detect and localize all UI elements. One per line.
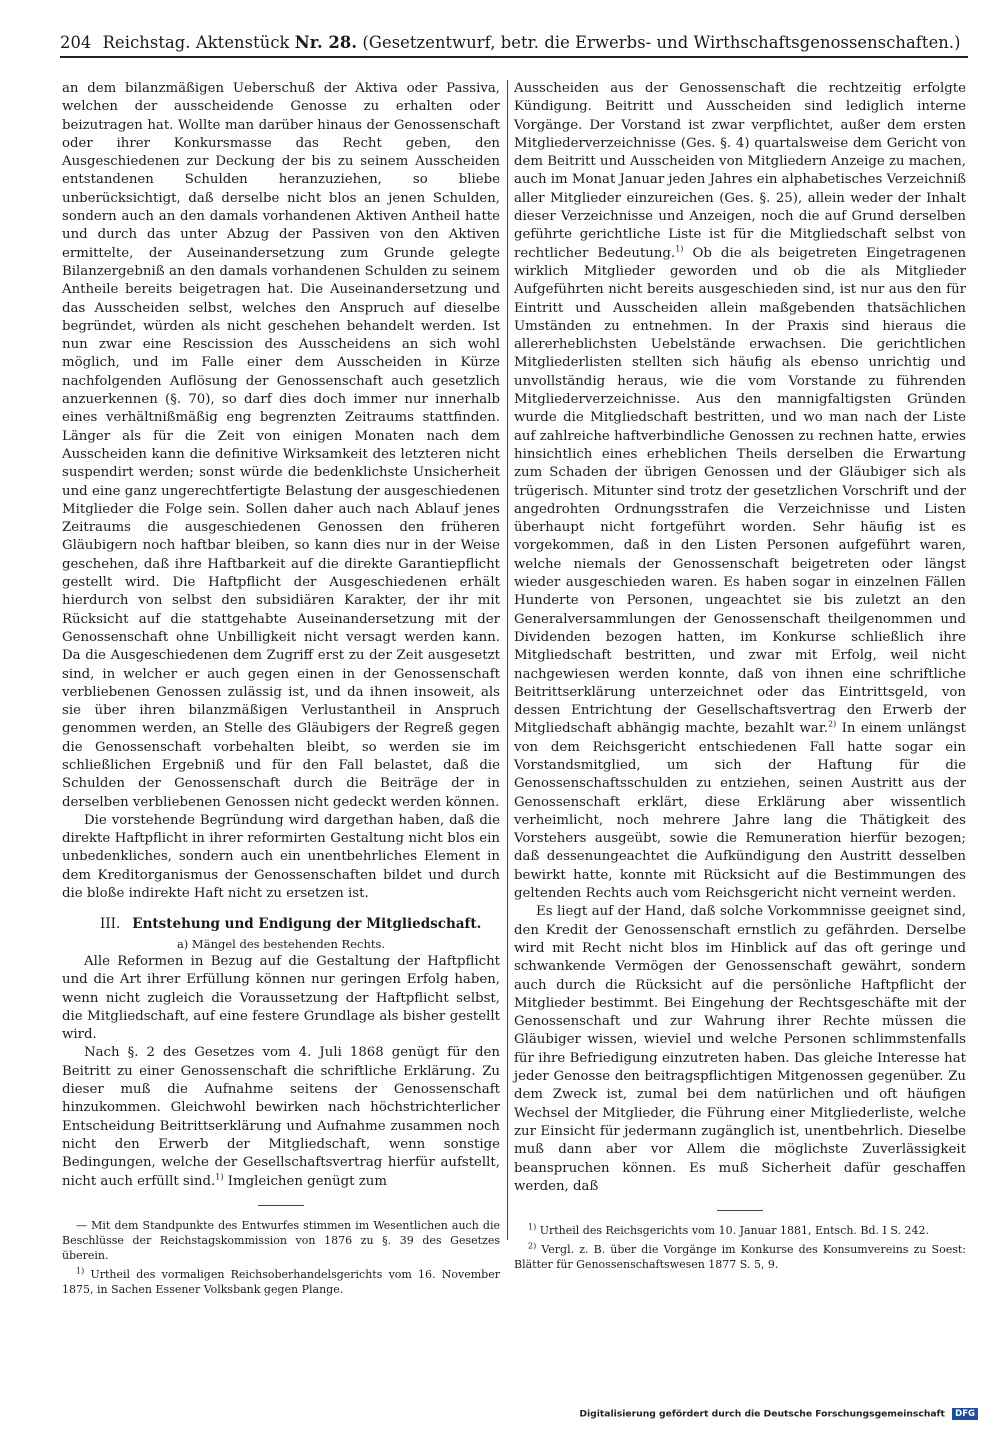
dfg-logo: DFG: [952, 1408, 978, 1420]
section-heading: [62, 915, 500, 933]
left-paragraph-4-tail: Imgleichen genügt zum: [223, 1173, 387, 1189]
right-footnote-1-marker: 1): [528, 1222, 537, 1232]
column-divider: [507, 80, 508, 1240]
left-footnotes: [62, 1218, 500, 1297]
right-paragraph-2: Es liegt auf der Hand, daß solche Vorkommnisse geeignet sind, den Kredit der Genossenschaft ernstlich zu gefährden. Derselbe wird mit Recht nicht blos im Hinblick auf das oft geringe und schwankende Vermögen der Genossenschaft gewährt, sondern auch durch die Rücksicht auf die persönliche Haftpflicht der Mitglieder bestimmt. Bei Eingehung der Rechtsgeschäfte mit der Genossenschaft und zur Wahrung ihrer Rechte müssen die Gläubiger wissen, wieviel und welche Personen schlimmstenfalls für ihre Befriedigung einzutreten haben. Das gleiche Interesse hat jeder Genosse den beitragspflichtigen Mitgenossen gegenüber. Zu dem Zweck ist, zumal bei dem natürlichen und oft häufigen Wechsel der Mitglieder, die Führung einer Mitgliederliste, welche zur Einsicht für jedermann zugänglich ist, unentbehrlich. Dieselbe muß dann aber vor Allem die möglichste Zuverlässigkeit beanspruchen können. Es muß Sicherheit dafür geschaffen werden, daß: [514, 904, 966, 1194]
left-paragraph-1: an dem bilanzmäßigen Ueberschuß der Aktiva oder Passiva, welchen der ausscheidende Genosse zu erhalten oder beizutragen hat. Wollte man darüber hinaus der Genossenschaft oder ihrer Konkursmasse das Recht geben, den Ausgeschiedenen zur Deckung der bis zu seinem Ausscheiden entstandenen Schulden heranzuziehen, so bliebe unberücksichtigt, daß derselbe nicht blos an jenen Schulden, sondern auch an den damals vorhandenen Aktiven Antheil hatte und durch das unter Abzug der Passiven von den Aktiven ermittelte, der Auseinandersetzung zum Grunde gelegte Bilanzergebniß an den damals vorhandenen Schulden zu seinem Antheile bereits beigetragen hat. Die Auseinandersetzung und das Ausscheiden selbst, welches den Anspruch auf dieselbe begründet, würden als nicht geschehen behandelt werden. Ist nun zwar eine Rescission des Ausscheidens an sich wohl möglich, und im Falle einer dem Ausscheiden in Kürze nachfolgenden Auflösung der Genossenschaft auch gesetzlich anzuerkennen (§. 70), so darf dies doch immer nur innerhalb eines verhältnißmäßig eng begrenzten Zeitraums stattfinden. Länger als für die Zeit von einigen Monaten nach dem Ausscheiden kann die definitive Wirksamkeit des letzteren nicht suspendirt werden; sonst würde die bedenklichste Unsicherheit und eine ganz ungerechtfertigte Belastung der ausgeschiedenen Mitglieder die Folge sein. Sollen daher auch nach Ablauf jenes Zeitraums die ausgeschiedenen Genossen den früheren Gläubigern noch haftbar bleiben, so kann dies nur in der Weise geschehen, daß ihre Haftbarkeit auf die direkte Garantiepflicht gestellt wird. Die Haftpflicht der Ausgeschiedenen erhält hierdurch von selbst den subsidiären Karakter, der ihr mit Rücksicht auf die stattgehabte Auseinandersetzung mit der Genossenschaft ohne Unbilligkeit nicht versagt werden kann. Da die Ausgeschiedenen dem Zugriff erst zu der Zeit ausgesetzt sind, in welcher er auch gegen einen in der Genossenschaft verbliebenen Genossen zulässig ist, und da ihnen insoweit, als sie über ihren bilanzmäßigen Verlustantheil in Anspruch genommen werden, an Stelle des Gläubigers der Regreß gegen die Genossenschaft vorbehalten bleibt, so werden sie im schließlichen Ergebniß und für den Fall belastet, daß die Schulden der Genossenschaft durch die Beiträge der in derselben verbliebenen Genossen nicht gedeckt werden können.: [62, 81, 500, 810]
footnote-1-text: Urtheil des vormaligen Reichsoberhandelsgerichts vom 16. November 1875, in Sachen Essener Volksbank gegen Plange.: [62, 1267, 500, 1296]
section-numeral: III.: [100, 916, 121, 933]
right-footnote-1: [514, 1223, 966, 1238]
right-footnote-1-text: Urtheil des Reichsgerichts vom 10. Januar 1881, Entsch. Bd. I S. 242.: [536, 1224, 930, 1238]
left-paragraph-4: [62, 1044, 500, 1190]
right-paragraph-1a: Ausscheiden aus der Genossenschaft die rechtzeitig erfolgte Kündigung. Beitritt und Ausscheiden sind lediglich interne Vorgänge. Der Vorstand ist zwar verpflichtet, außer dem ersten Mitgliederverzeichnisse (Ges. §. 4) quartalsweise dem Gericht von dem Beitritt und Ausscheiden von Mitgliedern Anzeige zu machen, auch im Monat Januar jeden Jahres ein alphabetisches Verzeichniß aller Mitglieder einzureichen (Ges. §. 25), allein weder der Inhalt dieser Verzeichnisse und Anzeigen, noch die auf Grund derselben geführte gerichtliche Liste ist für die Mitgliedschaft selbst von rechtlicher Bedeutung.: [514, 81, 966, 261]
footnote-ref-r2: 2): [827, 719, 837, 729]
footnote-separator: [258, 1205, 304, 1206]
footnote-1-marker: 1): [76, 1266, 85, 1276]
page-number: 204: [60, 33, 92, 52]
right-column: [514, 80, 966, 1276]
digitization-credit: [579, 1408, 978, 1420]
footnote-1: [62, 1267, 500, 1297]
right-footnote-2-text: Vergl. z. B. über die Vorgänge im Konkurse des Konsumvereins zu Soest: Blätter für Genossenschaftswesen 1877 S. 5, 9.: [514, 1243, 966, 1272]
right-footnote-2: [514, 1242, 966, 1272]
subsection-heading: a) Mängel des bestehenden Rechts.: [176, 936, 386, 951]
footnote-ref-1: 1): [215, 1172, 224, 1182]
right-paragraph-1b: Ob die als beigetreten Eingetragenen wirklich Mitglieder geworden und ob die als Mitglieder Aufgeführten nicht bereits ausgeschieden sind, ist nur aus den für Eintritt und Ausscheiden allein maßgebenden thatsächlichen Umständen zu entnehmen. In der Praxis sind hieraus die allererheblichsten Uebelstände erwachsen. Die gerichtlichen Mitgliederlisten stellten sich häufig als ebenso unrichtig und unvollständig heraus, wie die vom Vorstande zu führenden Mitgliederverzeichnisse. Aus den mannigfaltigsten Gründen wurde die Mitgliedschaft bestritten, und wo man nach der Liste auf zahlreiche haftverbindliche Genossen zu rechnen hatte, erwies hinsichtlich eines erheblichen Theils derselben die Erwartung zum Schaden der übrigen Genossen und der Gläubiger sich als trügerisch. Mitunter sind trotz der gesetzlichen Vorschrift und der angedrohten Ordnungsstrafen die Verzeichnisse und Listen überhaupt nicht fortgeführt worden. Sehr häufig ist es vorgekommen, daß in den Listen Personen aufgeführt waren, welche niemals der Genossenschaft beigetreten oder längst wieder ausgeschieden waren. Es haben sogar in einzelnen Fällen Hunderte von Personen, ungeachtet sie bis zuletzt an den Generalversammlungen der Genossenschaft theilgenommen und Dividenden bezogen hatten, im Konkurse schließlich ihre Mitgliedschaft bestritten, und zwar mit Erfolg, weil nicht nachgewiesen werden konnte, daß von ihnen eine schriftliche Beitrittserklärung unterzeichnet oder das Eintrittsgeld, von dessen Entrichtung der Gesellschaftsvertrag den Erwerb der Mitgliedschaft abhängig machte, bezahlt war.: [514, 245, 967, 737]
right-footnotes: [514, 1223, 966, 1272]
right-footnote-2-marker: 2): [528, 1241, 537, 1251]
section-title: Entstehung und Endigung der Mitgliedschaft.: [132, 916, 482, 933]
left-paragraph-4-text: Nach §. 2 des Gesetzes vom 4. Juli 1868 genügt für den Beitritt zu einer Genossenschaft die schriftliche Erklärung. Zu dieser muß die Aufnahme seitens der Genossenschaft hinzukommen. Gleichwohl bewirken nach höchstrichterlicher Entscheidung Beitrittserklärung und Aufnahme zusammen noch nicht den Erwerb der Mitgliedschaft, wenn sonstige Bedingungen, welche der Gesellschaftsvertrag hierfür aufstellt, nicht auch erfüllt sind.: [62, 1045, 500, 1189]
credit-text: Digitalisierung gefördert durch die Deutsche Forschungsgemeinschaft: [579, 1408, 945, 1420]
footnote-ref-r1: 1): [675, 244, 684, 254]
left-paragraph-2: Die vorstehende Begründung wird dargethan haben, daß die direkte Haftpflicht in ihrer reformirten Gestaltung nicht blos ein unbedenkliches, sondern auch ein unentbehrliches Element in dem Kreditorganismus der Genossenschaften bildet und durch die bloße indirekte Haft nicht zu ersetzen ist.: [62, 812, 500, 902]
header-rule: [60, 56, 968, 58]
footnote-dash: — Mit dem Standpunkte des Entwurfes stimmen im Wesentlichen auch die Beschlüsse der Reichstagskommission von 1876 zu §. 39 des Gesetzes überein.: [62, 1218, 500, 1262]
right-paragraph-1: [514, 80, 966, 903]
footnote-separator-right: [717, 1210, 763, 1211]
header-title-prefix: Reichstag. Aktenstück: [102, 33, 290, 52]
left-paragraph-3: Alle Reformen in Bezug auf die Gestaltung der Haftpflicht und die Art ihrer Erfüllung können nur geringen Erfolg haben, wenn nicht zugleich die Voraussetzung der Haftpflicht selbst, die Mitgliedschaft, auf eine festere Grundlage als bisher gestellt wird.: [62, 953, 500, 1043]
left-column: [62, 80, 500, 1301]
page-header: [60, 33, 970, 52]
header-title-subject: (Gesetzentwurf, betr. die Erwerbs- und Wirthschaftsgenossenschaften.): [362, 33, 961, 52]
right-paragraph-1c: In einem unlängst von dem Reichsgericht entschiedenen Fall hatte sogar ein Vorstandsmitglied, um sich der Haftung für die Genossenschaftsschulden zu entziehen, seinen Austritt aus der Genossenschaft erklärt, diese Erklärung aber wissentlich verheimlicht, noch mehrere Jahre lang die Thätigkeit des Vorstehers ausgeübt, sowie die Remuneration hierfür bezogen; daß dessenungeachtet die Aufkündigung den Austritt desselben bewirkt hatte, konnte mit Rücksicht auf die Bestimmungen des geltenden Rechts auch vom Reichsgericht nicht verneint werden.: [514, 721, 966, 902]
header-document-number: Nr. 28.: [294, 33, 358, 52]
